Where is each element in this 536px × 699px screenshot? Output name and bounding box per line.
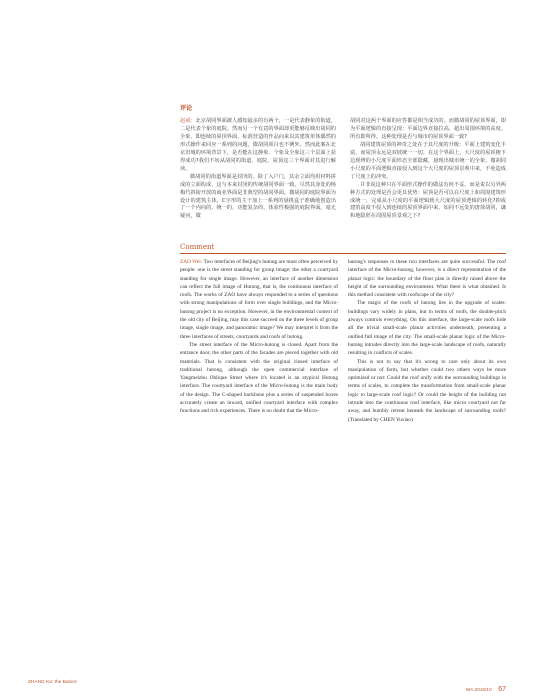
english-paragraph-text: Two interfaces of Beijing's hutong are most often perceived by people: one is the street standing for group image; the other a courtyard standing for single image. However, an interface of another dimension can reflect the full image of Hutong, that is, the continuous interface of roofs. The works of ZAO have always responded to a series of questions with strong manipulations of form over single buildings, and the Micro-hutong project is no exception. However, in the environmental context of the old city of Beijing, may this case succeed on the three levels of group image, single image, and panoramic image? We may interpret it from the three interfaces of streets, courtyards and roofs of hutong. [180,259,339,340]
chinese-paragraph: 胡同对这两个界面的应答都是相当成功的。而微胡同的屋顶界面，即为平面逻辑的直接呈现：平面边界直接拉高，超出周围环境的高度。所有即所得。这种处理是否与城市的屋顶界面一致? [350,118,506,140]
chinese-paragraph: 微胡同的街道界面是封闭的。除了入户门，其余立面均用材料拼成的立面构成，这与本来封闭的传统胡同界面一致。尽然其身处的杨梅竹斜街开放的商业界面是非典型的胡同界面。微胡同的庭院界面为设计的建筑主体，C字形的主干加上一系列的悬挑盒子准确地创造出了一个内向的、统一的、功能复杂的、体验性极强的庭院界面。毫无疑问，微 [180,173,336,220]
heading-divider [180,253,506,254]
chinese-paragraph-text: 北京胡同界面被人感知最多的有两个，一是代表静象的街道，二是代表个象的庭院。然而另一个有意的界面却更能够反映出胡同的全象，即连续的屋顶界面。标准营造的作品向来以其建筑单体偶然的形式操作来回应一系列的问题，微胡同项目也不例外。然而此案在北京旧城的环境背景下，是否能在这静象、个象及全象这三个层面上获得成功?我们不妨从胡同的街道、庭院、屋顶这三个界面对其进行解读。 [180,118,336,172]
page-number: 67 [498,686,506,693]
english-paragraph: This is not to say that it's wrong to care only about its own manipulation of form, but whether could two others ways be more optimized or not: Could the roof unify with the surrounding buildings in terms of scales, to complete the transformation from small-scale planar logic to large-scale roof logic? Or could the height of the building not intrude into the continuous roof interface, like micro courtyard not far away, and humbly retreat beneath the landscape of surrounding roofs? (Translated by CHEN Yuxiao) [348,358,506,423]
footer-magazine-issue: WA 2016/10 [465,688,492,693]
chinese-paragraph: 并非说这种只在平面形式操作的做法有何不妥，而是说以另外两种方式的处理是否会更具优势：屋顶是否可以在尺度上和周围建筑形成统一，完成从小尺度的平面逻辑到大尺度的屋顶逻辑的转化?抑或建筑高度不侵入到连续的屋顶界面中来，如同不远处的唐徐胡同，谦和地隐匿在周围屋顶景观之下? [350,181,506,220]
english-paragraph: The magic of the roofs of hutong lies in the upgrade of scales: buildings vary widely in plans, but in terms of roofs, the double-pitch always controls everything. On this interface, the large-scale roofs hide all the trivial small-scale planar activities underneath, presenting a unified full image of the city. The small-scale planar logic of the Micro-hutong intrudes directly into the large-scale landscape of roofs, naturally resulting in conflicts of scales. [348,300,506,357]
english-columns [180,258,506,424]
chinese-paragraph: 胡同建筑屋顶的神奇之处在于其尺度的升级：平面上建筑变化丰富，而屋顶永远是双坡统一一切。在这个界面上，大尺度的屋顶掩下边现辨的小尺度平面形态全部隐藏，悬现出城市统一的全象。微胡同小尺度的平面逻辑直接侵入到这个大尺度的屋顶景观中来，不免造成了尺度上的冲突。 [350,141,506,180]
english-comment-section [180,243,506,424]
chinese-columns [180,118,506,221]
english-author-lead: ZAO Wei: [180,259,203,265]
chinese-paragraph [180,118,336,174]
chinese-comment-section [180,103,506,221]
footer-page-info [466,678,506,696]
footer-running-title: ZHANG Ke: the Basics [28,680,77,685]
chinese-column-left [180,118,336,221]
chinese-author-lead: 赵威： [180,118,196,124]
english-paragraph: The street interface of the Micro-hutong is closed. Apart from the entrance door, the other parts of the facades are pieced together with old materials. That is consistent with the original closed interface of traditional hutong, although the open commercial interface of Yangmeizhu Oblique Street where it's located is an atypical Hutong interface. The courtyard interface of the Micro-hutong is the main body of the design. The C-shaped backbone plus a series of suspended boxes accurately create an inward, unified courtyard interface with complex functions and rich experiences. There is no doubt that the Micro- [180,341,338,415]
english-column-left [180,258,338,424]
english-column-right [348,258,506,424]
chinese-heading: 评论 [180,105,193,112]
english-heading: Comment [180,243,215,251]
chinese-column-right [350,118,506,221]
english-paragraph [180,258,338,341]
english-paragraph: hutong's responses to these two interfaces are quite successful. The roof interface of the Micro-hutong, however, is a direct representation of the planar logic: the boundary of the floor plan is directly raised above the height of the surrounding environment. What there is what obtained. Is this method consistent with roofscape of the city? [348,259,506,299]
